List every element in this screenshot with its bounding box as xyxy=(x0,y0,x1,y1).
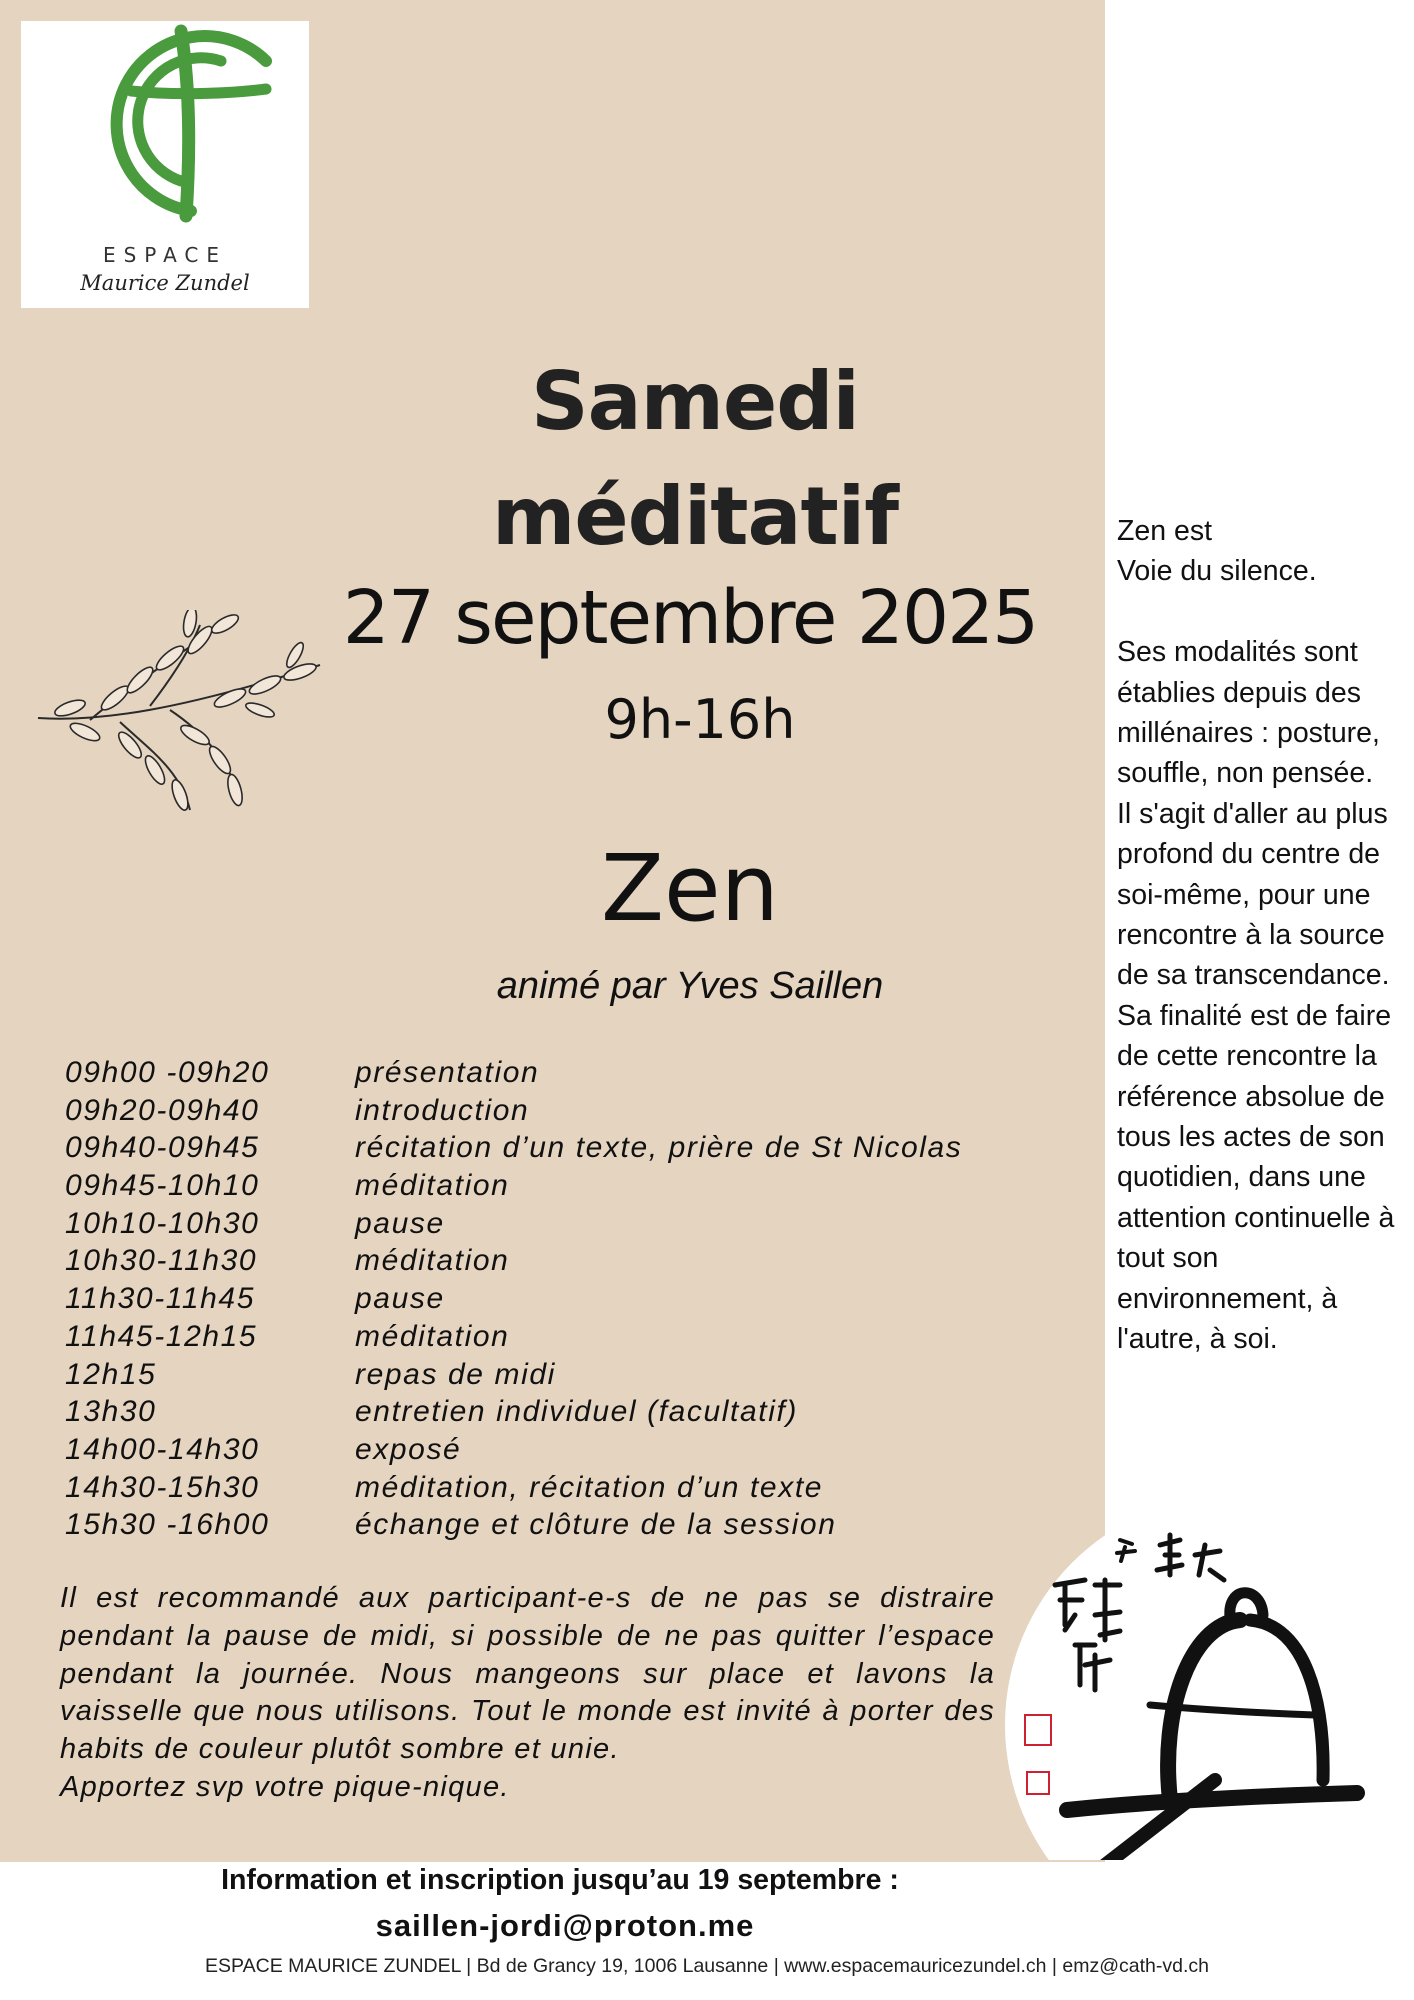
schedule-time: 09h45-10h10 xyxy=(65,1169,260,1203)
schedule-activity: exposé xyxy=(355,1432,462,1466)
schedule-time: 13h30 xyxy=(65,1395,157,1429)
side-line-1: Zen est xyxy=(1117,515,1213,547)
leaf-branch-illustration xyxy=(30,610,330,820)
schedule-time: 15h30 -16h00 xyxy=(65,1508,270,1542)
animator-line: animé par Yves Saillen xyxy=(496,965,884,1007)
contact-email[interactable]: saillen-jordi@proton.me xyxy=(375,1908,755,1943)
schedule-activity: présentation xyxy=(355,1056,540,1089)
schedule-row xyxy=(65,1431,962,1469)
note-lunch: Apportez svp votre pique-nique. xyxy=(60,1770,510,1803)
schedule-activity: méditation xyxy=(355,1169,510,1203)
schedule-activity: repas de midi xyxy=(355,1357,556,1391)
schedule-time: 09h20-09h40 xyxy=(65,1093,260,1127)
schedule-time: 14h00-14h30 xyxy=(65,1432,260,1466)
schedule-time: 11h30-11h45 xyxy=(65,1282,255,1316)
schedule-activity: échange et clôture de la session xyxy=(355,1508,837,1542)
schedule-row xyxy=(65,1054,962,1092)
schedule-activity: pause xyxy=(355,1206,445,1240)
logo-espace-text: ESPACE xyxy=(102,243,228,267)
side-paragraph-2: Il s'agit d'aller au plus profond du centre de soi-même, pour une rencontre à la source de sa transcendance. xyxy=(1117,797,1390,992)
schedule-activity: pause xyxy=(355,1282,445,1316)
recommendation-note xyxy=(60,1580,995,1807)
event-hours: 9h-16h xyxy=(604,688,796,751)
schedule-activity: méditation, récitation d’un texte xyxy=(355,1470,824,1504)
schedule-row xyxy=(65,1167,962,1205)
event-date: 27 septembre 2025 xyxy=(342,575,1038,661)
title-line-1: Samedi xyxy=(531,355,859,448)
schedule-activity: récitation d’un texte, prière de St Nicolas xyxy=(355,1131,963,1165)
schedule-time: 09h40-09h45 xyxy=(65,1131,260,1165)
schedule-activity: entretien individuel (facultatif) xyxy=(355,1395,799,1429)
schedule-row xyxy=(65,1129,962,1167)
side-paragraph-3: Sa finalité est de faire de cette rencontre la référence absolue de tous les actes de son quotidien, dans une attention continuelle à tout son environnement, à l'autre, à soi. xyxy=(1117,999,1395,1356)
schedule-row xyxy=(65,1242,962,1280)
logo xyxy=(21,21,309,308)
schedule-row xyxy=(65,1318,962,1356)
schedule-row xyxy=(65,1092,962,1130)
schedule-row xyxy=(65,1469,962,1507)
schedule-time: 10h30-11h30 xyxy=(65,1244,258,1278)
zen-description xyxy=(1117,511,1407,1360)
schedule-time: 12h15 xyxy=(65,1357,157,1391)
title-line-2: méditatif xyxy=(492,470,898,563)
schedule-activity: méditation xyxy=(355,1244,510,1278)
side-spacer xyxy=(1117,592,1407,632)
schedule-time: 10h10-10h30 xyxy=(65,1206,260,1240)
schedule-row xyxy=(65,1506,962,1544)
logo-signature-text: Maurice Zundel xyxy=(80,271,250,295)
schedule-row xyxy=(65,1356,962,1394)
footer-address: ESPACE MAURICE ZUNDEL | Bd de Grancy 19, 1006 Lausanne | www.espacemauricezundel.ch | emz@cath-vd.ch xyxy=(205,1955,1209,1977)
schedule-activity: méditation xyxy=(355,1319,510,1353)
schedule-time: 11h45-12h15 xyxy=(65,1319,258,1353)
zen-calligraphy-image xyxy=(1005,1525,1414,1860)
topic-title: Zen xyxy=(601,835,779,942)
schedule-list xyxy=(65,1054,962,1544)
info-registration: Information et inscription jusqu’au 19 septembre : xyxy=(221,1864,899,1896)
schedule-row xyxy=(65,1205,962,1243)
side-paragraph-1: Ses modalités sont établies depuis des millénaires : posture, souffle, non pensée. xyxy=(1117,636,1380,790)
side-line-2: Voie du silence. xyxy=(1117,555,1317,588)
logo-cross-icon xyxy=(21,21,309,241)
schedule-time: 14h30-15h30 xyxy=(65,1470,260,1504)
schedule-row xyxy=(65,1280,962,1318)
schedule-activity: introduction xyxy=(355,1093,530,1127)
schedule-time: 09h00 -09h20 xyxy=(65,1056,270,1089)
note-paragraph: Il est recommandé aux participant-e-s de ne pas se distraire pendant la pause de midi, si possible de ne pas quitter l’espace pendant la journée. Nous mangeons sur place et lavons la vaisselle que nous utilisons. Tout le monde est invité à porter des habits de couleur plutôt sombre et unie. xyxy=(60,1582,995,1766)
schedule-row xyxy=(65,1393,962,1431)
